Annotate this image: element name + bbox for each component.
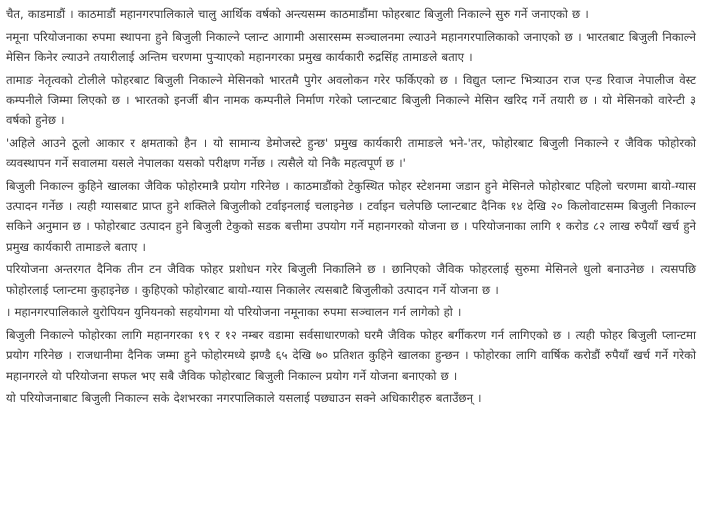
paragraph-pilot-plant: नमूना परियोजनाका रुपमा स्थापना हुने बिजुली निकाल्ने प्लान्ट आगामी असारसम्म सञ्चालनमा ल्याउने महानगरपालिकाको जनाएको छ । भारतबाट बिजुली निकाल्ने मेसिन किनेर ल्याउने तयारीलाई अन्तिम चरणमा पुर्‍याएको महानगरका प्रमुख कार्यकारी रुद्रसिंह तामाङले बताए ।: [6, 29, 696, 64]
paragraph-conclusion: यो परियोजनाबाट बिजुली निकाल्न सके देशभरका नगरपालिकाले यसलाई पछ्याउन सक्ने अधिकारीहरु बताउँछन् ।: [6, 391, 482, 406]
news-article-body: [6, 4, 696, 409]
paragraph-process: बिजुली निकाल्न कुहिने खालका जैविक फोहोरमात्रै प्रयोग गरिनेछ । काठमाडौंको टेकुस्थित फोहर स्टेशनमा जडान हुने मेसिनले फोहोरबाट पहिलो चरणमा बायो-ग्यास उत्पादन गर्नेछ । त्यही ग्यासबाट प्राप्त हुने शक्तिले बिजुलीको टर्वाइनलाई चलाइनेछ । टर्वाइन चलेपछि प्लान्टबाट दैनिक १४ देखि २० किलोवाटसम्म बिजुली निकाल्न सकिने अनुमान छ । फोहोरबाट उत्पादन हुने बिजुली टेकुको सडक बत्तीमा उपयोग गर्ने महानगरको योजना छ । परियोजनाका लागि १ करोड ८२ लाख रुपैयाँ खर्च हुने प्रमुख कार्यकारी तामाङले बताए ।: [6, 179, 696, 254]
paragraph-dateline: चैत, काडमाडौं । काठमाडौं महानगरपालिकाले चालु आर्थिक वर्षको अन्त्यसम्म काठमाडौंमा फोहरबाट बिजुली निकाल्ने सुरु गर्ने जनाएको छ ।: [6, 7, 589, 21]
paragraph-team-visit: तामाङ नेतृत्वको टोलीले फोहरबाट बिजुली निकाल्ने मेसिनको भारतमै पुगेर अवलोकन गरेर फर्किएको छ । विद्युत प्लान्ट भित्र्याउन राज एन्ड रिवाज नेपालीज वेस्ट कम्पनीले जिम्मा लिएको छ । भारतको इनर्जी बीन नामक कम्पनीले निर्माण गरेको प्लान्टबाट बिजुली निकाल्ने मेसिन खरिद गर्ने तयारी छ । यो मेसिनको वारेन्टी ३ वर्षको हुनेछ ।: [6, 72, 696, 128]
paragraph-ward-segregation: बिजुली निकाल्ने फोहोरका लागि महानगरका १९ र १२ नम्बर वडामा सर्वसाधारणको घरमै जैविक फोहर बर्गीकरण गर्न लागिएको छ । त्यही फोहर बिजुली प्लान्टमा प्रयोग गरिनेछ । राजधानीमा दैनिक जम्मा हुने फोहोरमध्ये झण्डै ६५ देखि ७० प्रतिशत कुहिने खालका हुन्छन । फोहोरका लागि वार्षिक करोडौं रुपैयाँ खर्च गर्ने गरेको महानगरले यो परियोजना सफल भए सबै जैविक फोहोरबाट बिजुली निकाल्न प्रयोग गर्ने योजना बनाएको छ ।: [6, 328, 696, 383]
paragraph-daily-capacity: परियोजना अन्तरगत दैनिक तीन टन जैविक फोहर प्रशोधन गरेर बिजुली निकालिने छ । छानिएको जैविक फोहरलाई सुरुमा मेसिनले धुलो बनाउनेछ । त्यसपछि फोहोरलाई प्लान्टमा कुहाइनेछ । कुहिएको फोहोरबाट बायो-ग्यास निकालेर त्यसबाटै बिजुलीको उत्पादन गर्ने योजना छ ।: [6, 262, 696, 297]
paragraph-eu-support: । महानगरपालिकाले युरोपियन युनियनको सहयोगमा यो परियोजना नमूनाका रुपमा सञ्चालन गर्न लागेको हो ।: [6, 305, 462, 320]
paragraph-quote: 'अहिले आउने ठूलो आकार र क्षमताको हैन । यो सामान्य डेमोजस्टे हुन्छ' प्रमुख कार्यकारी तामाङले भने-'तर, फोहोरबाट बिजुली निकाल्ने र जैविक फोहोरको व्यवस्थापन गर्ने सवालमा यसले नेपालका यसको परीक्षण गर्नेछ । त्यसैले यो निकै महत्वपूर्ण छ ।': [6, 136, 696, 171]
